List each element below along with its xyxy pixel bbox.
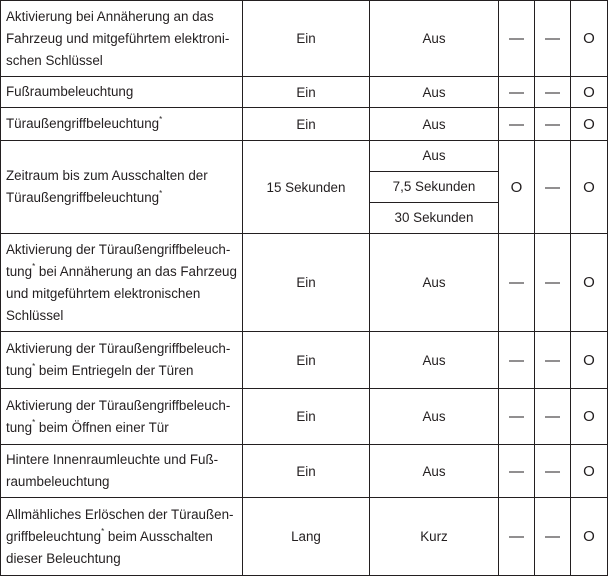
setting-name-text: Türaußengriffbeleuchtung	[6, 116, 160, 131]
col-b-mark: —	[535, 332, 571, 389]
setting-name-text: Aktivierung der Türaußengriffbeleuch-tung	[6, 397, 231, 435]
setting-name-text: bei Annäherung an das Fahrzeug und mitgeführtem elektronischen Schlüssel	[6, 263, 237, 323]
option-value: Aus	[370, 445, 499, 498]
col-a-mark: —	[499, 445, 535, 498]
table-row	[1, 1, 608, 77]
option-value: Aus	[422, 148, 446, 163]
setting-name	[1, 234, 243, 332]
default-value: 15 Sekunden	[243, 141, 370, 234]
default-value: Ein	[243, 332, 370, 389]
setting-name-text: beim Entriegeln der Türen	[35, 363, 194, 378]
option-value: Aus	[370, 77, 499, 108]
col-b-mark: —	[535, 445, 571, 498]
setting-name-text: Hintere Innenraumleuchte und Fuß-raumbeleuchtung	[6, 452, 219, 489]
col-c-mark: O	[571, 141, 608, 234]
setting-name-text: Aktivierung bei Annäherung an das Fahrzeug und mitgeführtem elektroni-schen Schlüssel	[6, 8, 230, 68]
option-value: Aus	[370, 389, 499, 445]
default-value: Ein	[243, 445, 370, 498]
col-c-mark: O	[571, 498, 608, 576]
col-b-mark: —	[535, 389, 571, 445]
setting-name	[1, 332, 243, 389]
footnote-mark: *	[159, 114, 163, 124]
col-a-mark: O	[499, 141, 535, 234]
col-c-mark: O	[571, 1, 608, 77]
option-list	[370, 141, 499, 234]
footnote-mark: *	[32, 361, 36, 371]
table-row	[1, 389, 608, 445]
default-value: Ein	[243, 77, 370, 108]
setting-name-text: beim Öffnen einer Tür	[35, 419, 169, 435]
col-b-mark: —	[535, 108, 571, 141]
col-b-mark: —	[535, 141, 571, 234]
col-a-mark: —	[499, 234, 535, 332]
col-a-mark: —	[499, 498, 535, 576]
default-value: Ein	[243, 234, 370, 332]
col-c-mark: O	[571, 108, 608, 141]
col-a-mark: —	[499, 77, 535, 108]
table-row	[1, 141, 608, 234]
setting-name-text: Allmähliches Erlöschen der Türaußen-griffbeleuchtung	[6, 506, 234, 544]
setting-name	[1, 141, 243, 234]
footnote-mark: *	[32, 262, 36, 272]
option-value: 7,5 Sekunden	[370, 171, 498, 202]
table-row	[1, 108, 608, 141]
col-a-mark: —	[499, 1, 535, 77]
footnote-mark: *	[32, 418, 36, 428]
option-value: Aus	[370, 1, 499, 77]
setting-name-text: beim Ausschalten dieser Beleuchtung	[6, 528, 213, 566]
col-c-mark: O	[571, 445, 608, 498]
col-a-mark: —	[499, 108, 535, 141]
setting-name-text: Aktivierung der Türaußengriffbeleuch-tung	[6, 341, 231, 378]
default-value: Ein	[243, 108, 370, 141]
default-value: Ein	[243, 1, 370, 77]
option-value: Aus	[370, 234, 499, 332]
setting-name-text: Zeitraum bis zum Ausschalten der Türaußengriffbeleuchtung	[6, 168, 208, 205]
col-c-mark: O	[571, 332, 608, 389]
option-value: 30 Sekunden	[370, 202, 498, 233]
col-c-mark: O	[571, 77, 608, 108]
footnote-mark: *	[159, 188, 163, 198]
setting-name	[1, 389, 243, 445]
setting-name-text: Aktivierung der Türaußengriffbeleuch-tung	[6, 241, 231, 279]
footnote-mark: *	[101, 527, 105, 537]
setting-name	[1, 498, 243, 576]
table-row	[1, 332, 608, 389]
option-value: Kurz	[370, 498, 499, 576]
setting-name	[1, 108, 243, 141]
col-c-mark: O	[571, 234, 608, 332]
col-a-mark: —	[499, 332, 535, 389]
table-row	[1, 77, 608, 108]
col-b-mark: —	[535, 77, 571, 108]
setting-name	[1, 445, 243, 498]
default-value: Ein	[243, 389, 370, 445]
table-row	[1, 445, 608, 498]
setting-name	[1, 77, 243, 108]
col-b-mark: —	[535, 1, 571, 77]
col-c-mark: O	[571, 389, 608, 445]
col-b-mark: —	[535, 234, 571, 332]
default-value: Lang	[243, 498, 370, 576]
option-value: Aus	[370, 108, 499, 141]
option-value: Aus	[370, 332, 499, 389]
setting-name-text: Fußraumbeleuchtung	[6, 84, 134, 99]
col-a-mark: —	[499, 389, 535, 445]
table-row	[1, 234, 608, 332]
table-row	[1, 498, 608, 576]
col-b-mark: —	[535, 498, 571, 576]
setting-name	[1, 1, 243, 77]
